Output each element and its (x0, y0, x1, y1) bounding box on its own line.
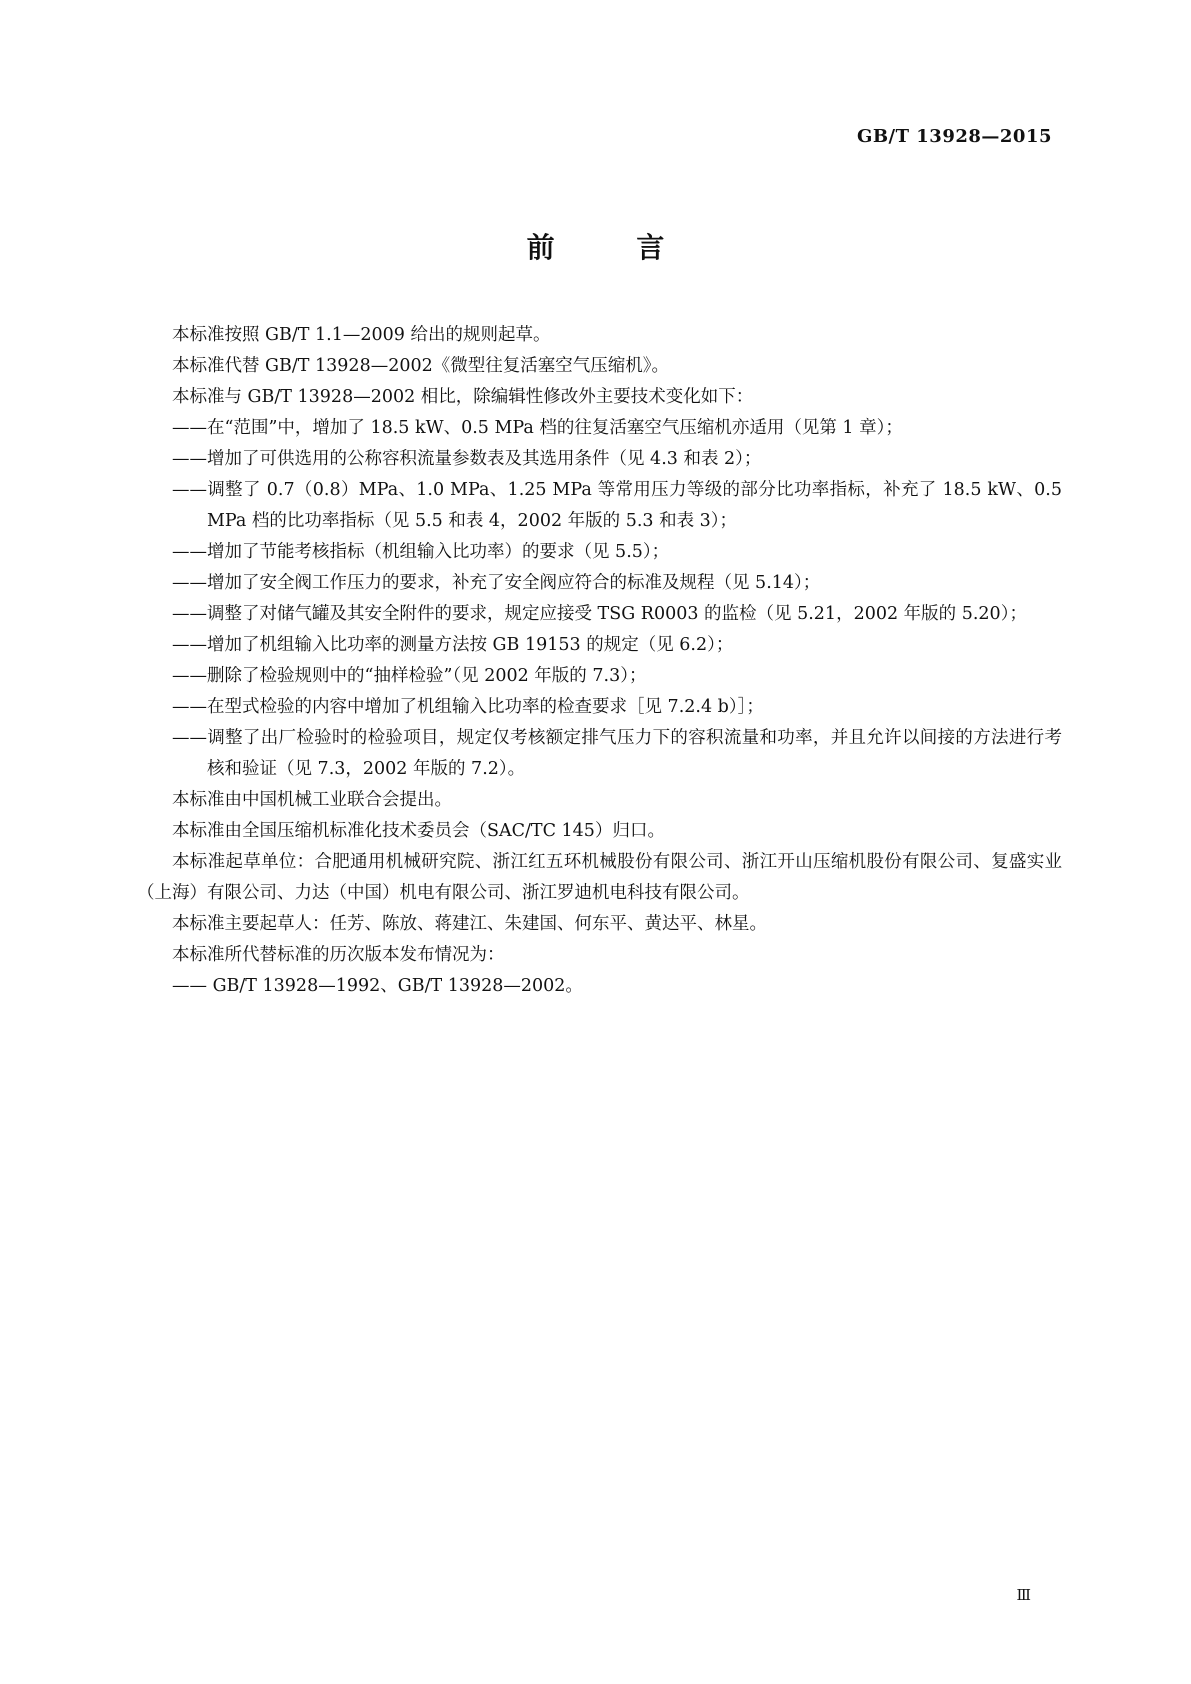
change-item: ——在“范围”中，增加了 18.5 kW、0.5 MPa 档的往复活塞空气压缩机亦适用（见第 1 章）； (172, 418, 903, 438)
change-item: ——增加了安全阀工作压力的要求，补充了安全阀应符合的标准及规程（见 5.14）； (172, 573, 821, 593)
change-item: ——在型式检验的内容中增加了机组输入比功率的检查要求［见 7.2.4 b）］； (172, 697, 764, 717)
change-item: ——增加了节能考核指标（机组输入比功率）的要求（见 5.5）； (172, 542, 670, 562)
page-title: 前 言 (526, 231, 701, 264)
change-item: ——删除了检验规则中的“抽样检验”（见 2002 年版的 7.3）； (172, 666, 647, 686)
paragraph: 本标准由中国机械工业联合会提出。 (172, 790, 452, 810)
change-item: ——增加了可供选用的公称容积流量参数表及其选用条件（见 4.3 和表 2）； (172, 449, 762, 469)
paragraph: 本标准由全国压缩机标准化技术委员会（SAC/TC 145）归口。 (172, 821, 665, 841)
standard-code: GB/T 13928—2015 (856, 126, 1052, 147)
change-item: ——调整了 0.7（0.8）MPa、1.0 MPa、1.25 MPa 等常用压力等级的部分比功率指标，补充了 18.5 kW、0.5 MPa 档的比功率指标（见 5.5 和表 4，2002 年版的 5.3 和表 3）； (172, 480, 1062, 531)
paragraph: 本标准与 GB/T 13928—2002 相比，除编辑性修改外主要技术变化如下： (172, 387, 754, 407)
paragraph: 本标准起草单位：合肥通用机械研究院、浙江红五环机械股份有限公司、浙江开山压缩机股份有限公司、复盛实业（上海）有限公司、力达（中国）机电有限公司、浙江罗迪机电科技有限公司。 (137, 852, 1062, 903)
paragraph: 本标准所代替标准的历次版本发布情况为： (172, 945, 505, 965)
foreword-body (137, 320, 1062, 1002)
change-item: ——增加了机组输入比功率的测量方法按 GB 19153 的规定（见 6.2）； (172, 635, 734, 655)
paragraph: 本标准代替 GB/T 13928—2002《微型往复活塞空气压缩机》。 (172, 356, 669, 376)
change-item: ——调整了出厂检验时的检验项目，规定仅考核额定排气压力下的容积流量和功率，并且允许以间接的方法进行考核和验证（见 7.3，2002 年版的 7.2）。 (172, 728, 1062, 779)
paragraph: 本标准按照 GB/T 1.1—2009 给出的规则起草。 (172, 325, 551, 345)
paragraph: 本标准主要起草人：任芳、陈放、蒋建江、朱建国、何东平、黄达平、林星。 (172, 914, 767, 934)
change-item: ——调整了对储气罐及其安全附件的要求，规定应接受 TSG R0003 的监检（见 5.21，2002 年版的 5.20）； (172, 604, 1027, 624)
history-item: —— GB/T 13928—1992、GB/T 13928—2002。 (172, 976, 583, 996)
page-number: Ⅲ (1016, 1586, 1031, 1604)
